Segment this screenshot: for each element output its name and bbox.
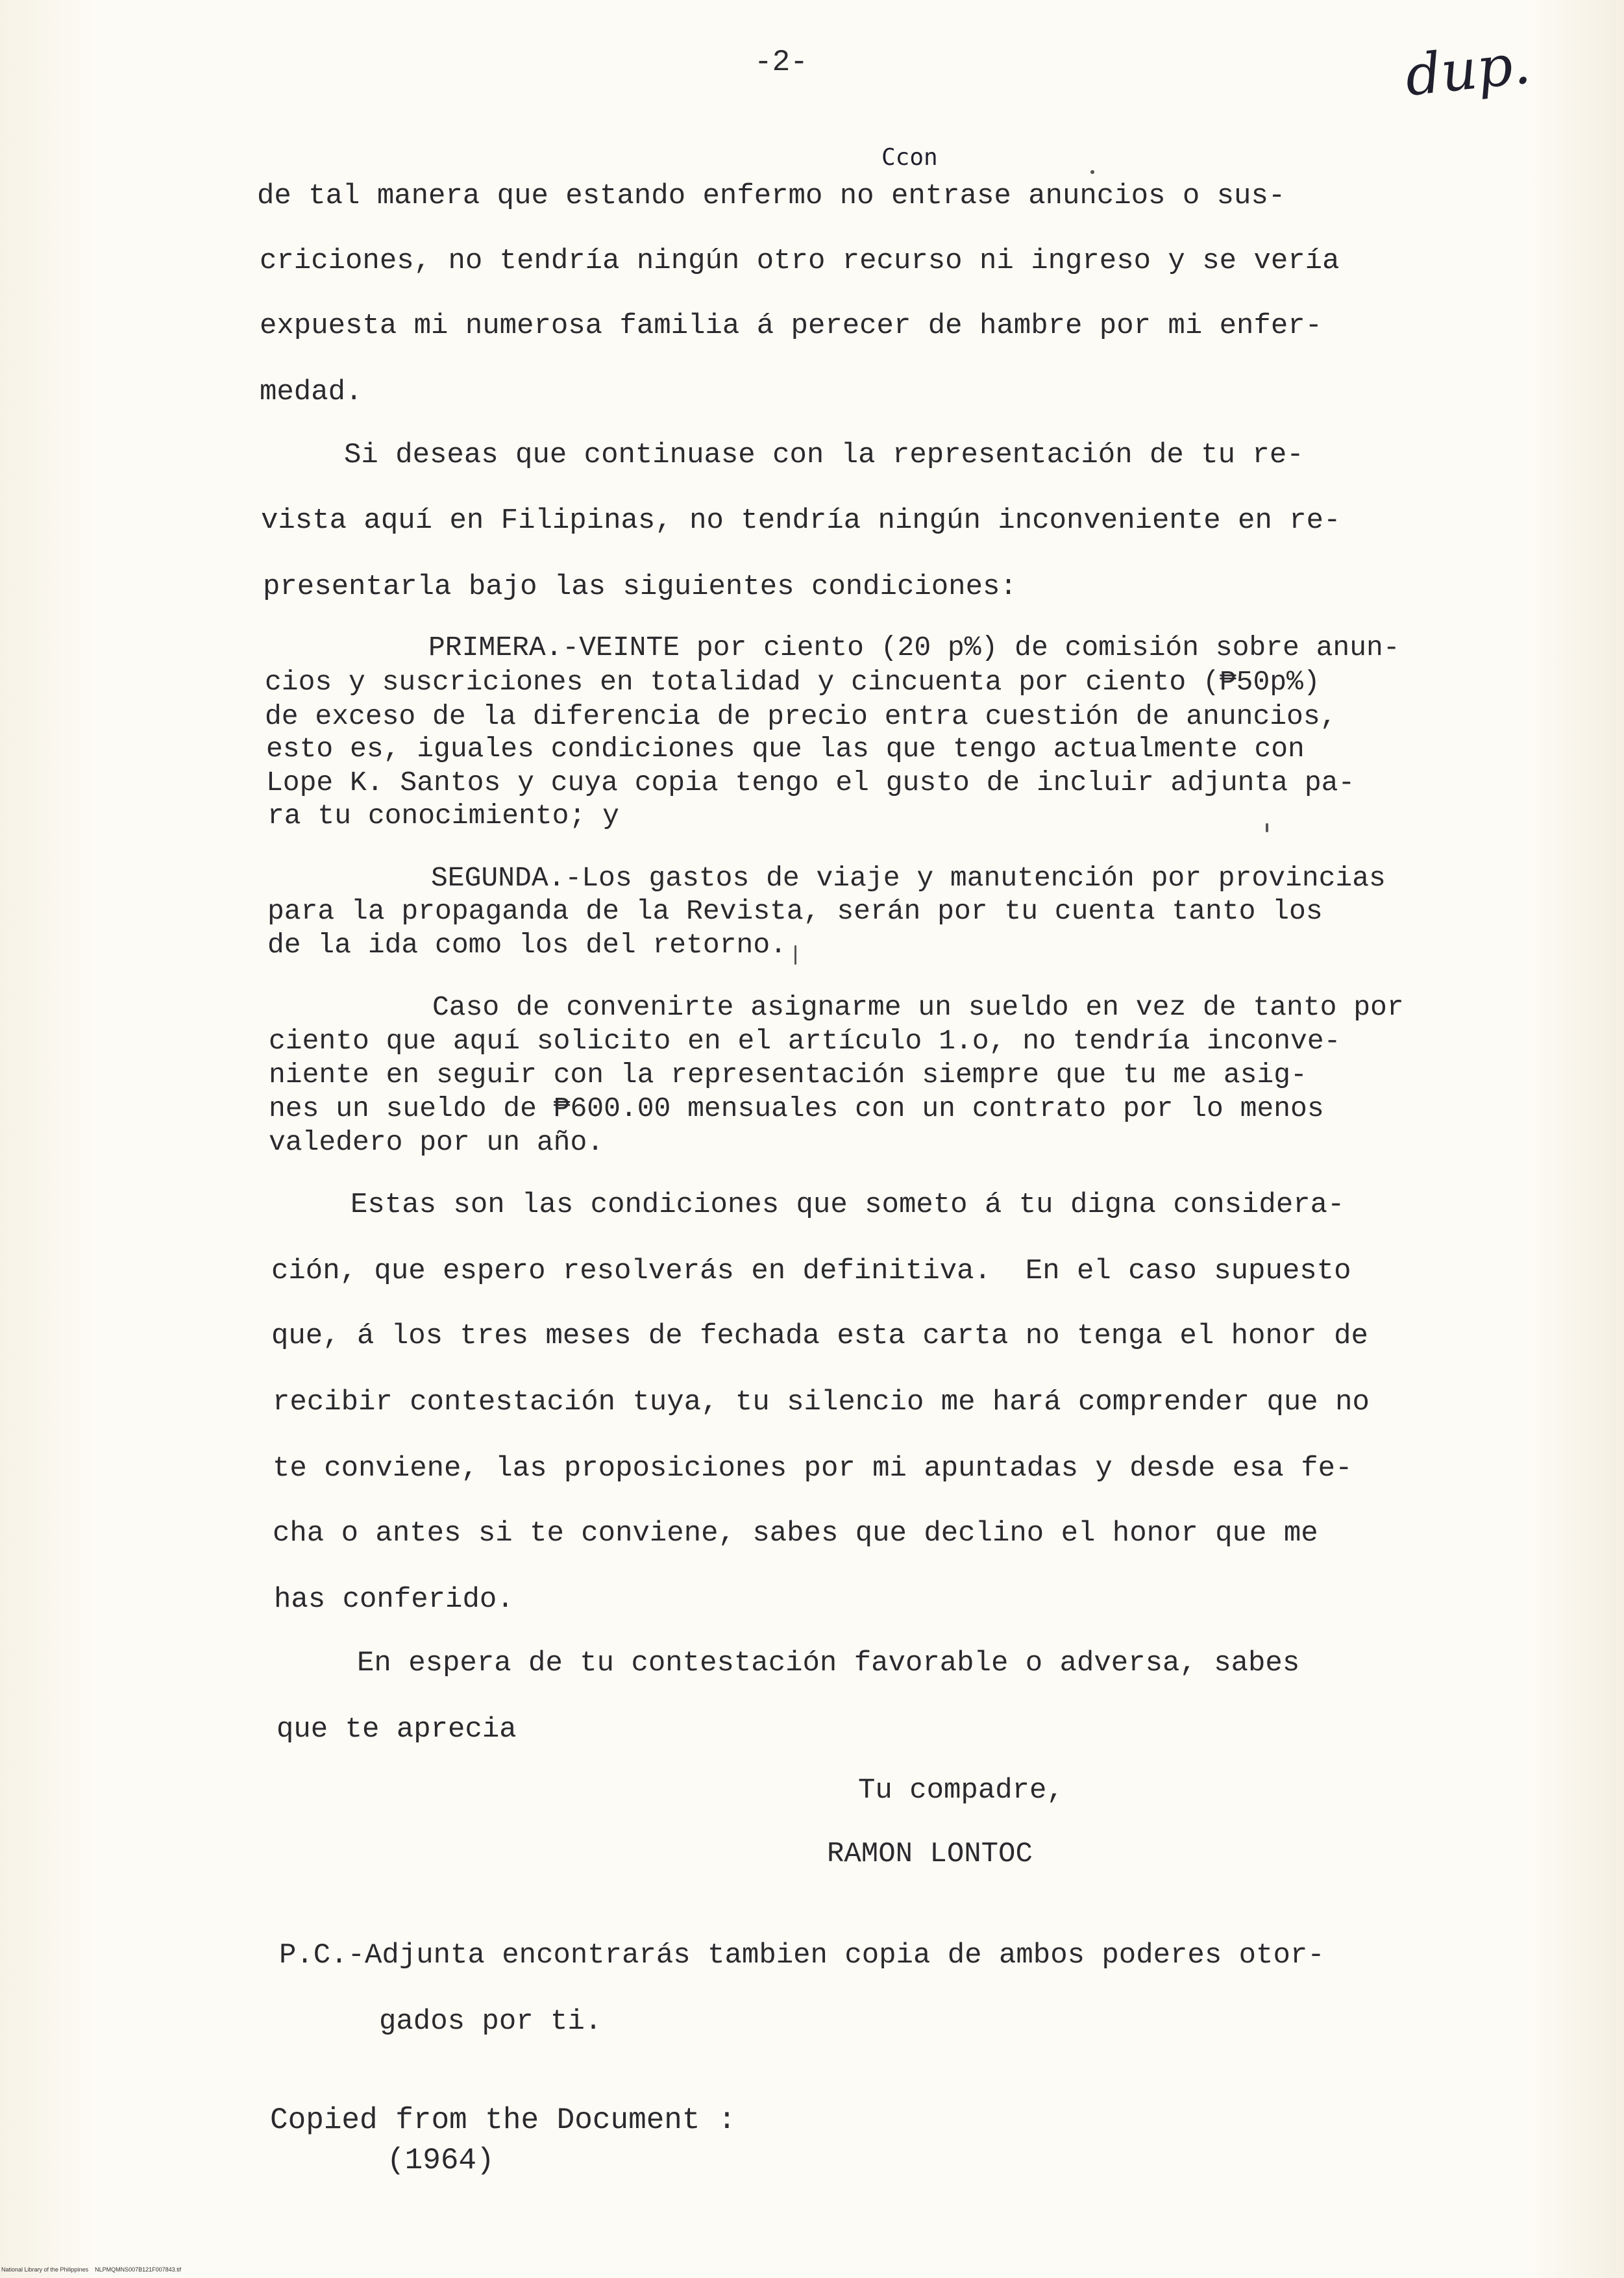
text-line: En espera de tu contestación favorable o adversa, sabes — [357, 1647, 1300, 1679]
text-line: Caso de convenirte asignarme un sueldo en vez de tanto por — [432, 991, 1404, 1023]
text-line: expuesta mi numerosa familia á perecer de hambre por mi enfer- — [260, 310, 1323, 342]
text-line: Si deseas que continuase con la representación de tu re- — [344, 439, 1304, 471]
text-line: niente en seguir con la representación siempre que tu me asig- — [269, 1059, 1307, 1091]
text-line: cha o antes si te conviene, sabes que declino el honor que me — [273, 1517, 1318, 1550]
text-line: cios y suscriciones en totalidad y cincuenta por ciento (₱50p%) — [265, 666, 1320, 698]
handwritten-note: dup. — [1402, 31, 1534, 109]
page-number: -2- — [754, 45, 808, 79]
text-line: nes un sueldo de ₱600.00 mensuales con un contrato por lo menos — [269, 1093, 1324, 1124]
text-line: de la ida como los del retorno. — [267, 929, 787, 961]
text-line: ra tu conocimiento; y — [267, 800, 619, 832]
ink-speck — [1266, 823, 1268, 832]
year: (1964) — [387, 2144, 495, 2177]
text-line: Estas son las condiciones que someto á tu digna considera- — [351, 1189, 1345, 1221]
text-line: PRIMERA.-VEINTE por ciento (20 p%) de comisión sobre anun- — [428, 632, 1400, 663]
text-line: que, á los tres meses de fechada esta carta no tenga el honor de — [271, 1320, 1368, 1352]
text-line: ciento que aquí solicito en el artículo 1.o, no tendría inconve- — [269, 1025, 1341, 1057]
salutation: Tu compadre, — [858, 1774, 1064, 1807]
ink-speck — [794, 945, 796, 965]
text-line: que te aprecia — [277, 1713, 517, 1746]
text-line: de tal manera que estando enfermo no entrase anuncios o sus- — [257, 180, 1286, 212]
text-line: recibir contestación tuya, tu silencio me hará comprender que no — [273, 1386, 1370, 1418]
text-line: para la propaganda de la Revista, serán por tu cuenta tanto los — [267, 895, 1323, 927]
text-line: te conviene, las proposiciones por mi apuntadas y desde esa fe- — [273, 1452, 1353, 1485]
text-line: gados por ti. — [379, 2005, 602, 2038]
text-line: presentarla bajo las siguientes condiciones: — [263, 571, 1017, 603]
ink-speck — [1090, 170, 1094, 174]
text-line: de exceso de la diferencia de precio entra cuestión de anuncios, — [265, 700, 1337, 732]
text-line: valedero por un año. — [269, 1126, 604, 1158]
text-line: vista aquí en Filipinas, no tendría ningún inconveniente en re- — [261, 504, 1341, 537]
text-line: has conferido. — [274, 1583, 514, 1616]
signature: RAMON LONTOC — [827, 1838, 1033, 1870]
text-line: medad. — [260, 376, 363, 408]
text-line: P.C.-Adjunta encontrarás tambien copia de ambos poderes otor- — [279, 1939, 1325, 1972]
text-line: SEGUNDA.-Los gastos de viaje y manutención por provincias — [431, 862, 1386, 894]
text-line: criciones, no tendría ningún otro recurso ni ingreso y se vería — [260, 245, 1340, 277]
library-footer: National Library of the Philippines NLPMQMNS007B121F007843.tif — [1, 2266, 182, 2273]
text-line: ción, que espero resolverás en definitiva. En el caso supuesto — [271, 1255, 1351, 1287]
copied-from: Copied from the Document : — [270, 2103, 736, 2137]
text-line: Lope K. Santos y cuya copia tengo el gusto de incluir adjunta pa- — [266, 767, 1355, 799]
correction-mark: Ccon — [881, 144, 938, 171]
text-line: esto es, iguales condiciones que las que tengo actualmente con — [266, 733, 1305, 765]
